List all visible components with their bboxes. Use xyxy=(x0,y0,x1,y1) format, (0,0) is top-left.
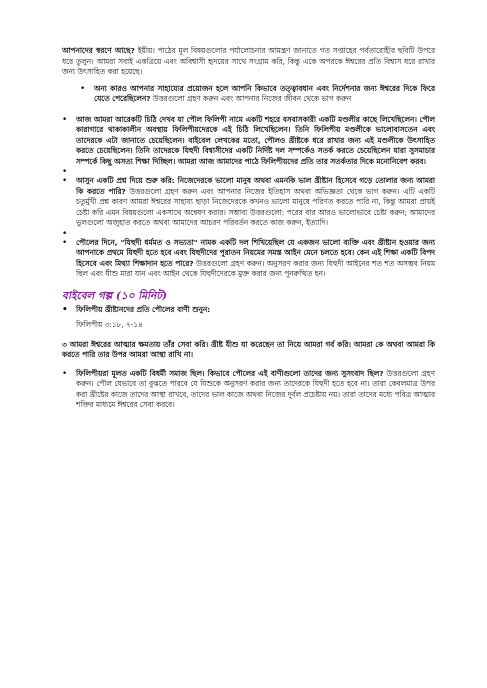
intro-bold-lead: আপনাদের স্বরণে আছে? xyxy=(62,46,135,55)
list-item xyxy=(80,84,435,105)
final-bullet-list xyxy=(62,369,435,411)
intro-sub-list xyxy=(62,84,435,105)
final-text: উত্তরগুলো গ্রহণ করুন। পৌল যেভাবে তা বুঝতে পারবে যে যিশুকে অনুসরণ করার জন্য তাদেরকে যিহুদী হতে হবে না। তারা কেবলমাত্র উপর করা খ্রীষ্টের কাজে তাদের আস্থা রাখবে, তাদের ভাল কাজে অথবা নিজের দুর্বল প্রচেষ্টায় নয়। তারা তাদের মধ্যে পবিত্র আত্মার শক্তির মাধ্যমে ঈশ্বরের সেবা করবে। xyxy=(76,368,435,409)
main-bullet-list xyxy=(62,115,435,280)
list-item xyxy=(62,238,435,280)
scripture-reference: ফিলিপীয় ৩:১৮, ৭-১৪ xyxy=(76,320,143,329)
intro-sub-text: উত্তরগুলো গ্রহণ করুন এবং আপনার নিজের জীবন থেকে ভাগ করুন xyxy=(150,94,352,103)
bullet-text: উত্তরগুলো গ্রহণ করুন। অনুসরণ করার জন্য যিহুদী আইনের শত শত অসম্ভব নিয়ম ছিল এবং যীশু মারা যান এবং আইন থেকে যিহুদীদেরকে মুক্ত করার জন্য পুনরুত্থিত হন। xyxy=(76,258,435,278)
section-heading: বাইবেল গল্প (১০ মিনিট) xyxy=(62,289,167,302)
intro-sub-question: অন্য কারও আপনার সাহায্যের প্রয়োজন হলে আপনি কিভাবে তত্ত্বাবধান এবং নির্দেশনার জন্য ঈশ্বরের দিকে ফিরে যেতে পেরেছিলেন? xyxy=(94,83,435,103)
list-item xyxy=(62,176,435,229)
list-item: • ফিলিপীয় খ্রীষ্টানদের প্রতি পৌলের বাণী শুনুন: xyxy=(62,305,435,316)
bullet-bold: আজ আমরা আরেকটি চিঠি দেখব যা পৌল ফিলিপী নামে একটি শহরে বসবাসকারী একটি মণ্ডলীর কাছে লিখেছিলেন। পৌল কারাগারে থাকাকালীন অবস্থায় ফিলিপীয়দেরকে এই চিঠি লিখেছিলেন। তিনি ফিলিপীয় মণ্ডলীকে ভালোবাসতেন এবং তাদেরকে এটা জানাতে চেয়েছিলেন। বাইবেল লেখকের মতো, পৌলও খ্রীষ্টকে ধরে রাখার জন্য এই মণ্ডলীকে উৎসাহিত করতে চেয়েছিলেন। তিনি তাদেরকে যিহুদী বিশ্বাসীদের একটি নির্দিষ্ট দল সম্পর্কেও সতর্ক করতে চেয়েছিলেন যারা সুসমাচার সম্পর্কে কিছু অসত্য শিক্ষা দিচ্ছিল। আমরা আজ আমাদের পাঠে ফিলিপীয়দের প্রতি তার সতর্কতার দিকে মনোনিবেশ করব। xyxy=(76,114,435,166)
spacer xyxy=(62,229,435,238)
intro-text: ইয়ীয়। পাঠের মূল বিষয়গুলোর পর্যালোচনার আমন্ত্রণ জানাতে গত সপ্তাহের পর্বতারোহীর ছবিটি উপরে ধরে তুলুন। আমরা সবাই একত্রিয়ে এবং অবিশ্বাসী হৃদয়ের সাথে সংগ্রাম করি, কিন্তু একে অপরকে ঈশ্বরের প্রতি বিশ্বাস ধরে রাখার জন্য উৎসাহিত করা হয়েছে। xyxy=(62,46,435,76)
spacer xyxy=(62,167,435,176)
bullet-text: উত্তরগুলো গ্রহণ করুন এবং আপনার নিজের ইতিহাস অথবা অভিজ্ঞতা থেকে ভাগ করুন। এটি একটি চতুর্মুখী প্রশ্ন কারণ আমরা ঈশ্বরের সাহায্য ছাড়া নিজেদেরকে কখনও ভালো মানুষে পরিণত করতে পারি না, কিন্তু আমরা প্রায়ই চেষ্টা করি এমন বিষয়গুলো একসাথে অন্বেষণ করার। সম্ভাব্য উত্তরগুলো: পরের বার আরও ভালোভাবে চেষ্টা করুন; আমাদের ভুলগুলো অজুহাত করতে অথবা আমাদের আচরণ পরিবর্তন করতে কাজ করুন, ইত্যাদি। xyxy=(76,186,435,227)
scripture-statement: ৩ আমরা ঈশ্বরের আত্মার ক্ষমতায় তাঁর সেবা করি। খ্রীষ্ট যীশু যা করেছেন তা নিয়ে আমরা গর্ব করি। আমরা কে অথবা আমরা কি করতে পারি তার উপর আমরা আস্থা রাখি না। xyxy=(62,339,435,359)
section-bullet-list xyxy=(62,305,435,316)
intro-paragraph xyxy=(62,46,435,78)
final-bold: ফিলিপীয়রা মূলত একটি বিধর্মী সমাজ ছিল। কিভাবে পৌলের এই বাণীগুলো তাদের জন্য সুসংবাদ ছিল? xyxy=(76,368,384,378)
bullet-bold: পৌলের দিনে, "যিহুদী ধর্মমত ও সভ্যতা" নামক একটি দল শিখিয়েছিল যে একজন ভালো ব্যক্তি এবং খ্রীষ্টান হওয়ার জন্য আপনাকে প্রথমে যিহুদী হতে হবে এবং যিহুদীদের পুরাতন নিয়মের সমস্ত আইন মেনে চলতে হবে। কেন এই শিক্ষা একটি বিপদ হিসেবে এবং মিথ্যা শিক্ষাদান হতে পারে? xyxy=(76,237,435,268)
list-item xyxy=(62,369,435,411)
bullet-bold: আসুন একটি প্রশ্ন দিয়ে শুরু করি: নিজেদেরকে ভালো মানুষ অথবা এমনকি ভাল খ্রীষ্টান হিসেবে গড়ে তোলার জন্য আমরা কি করতে পারি? xyxy=(76,176,435,196)
list-item xyxy=(62,115,435,168)
